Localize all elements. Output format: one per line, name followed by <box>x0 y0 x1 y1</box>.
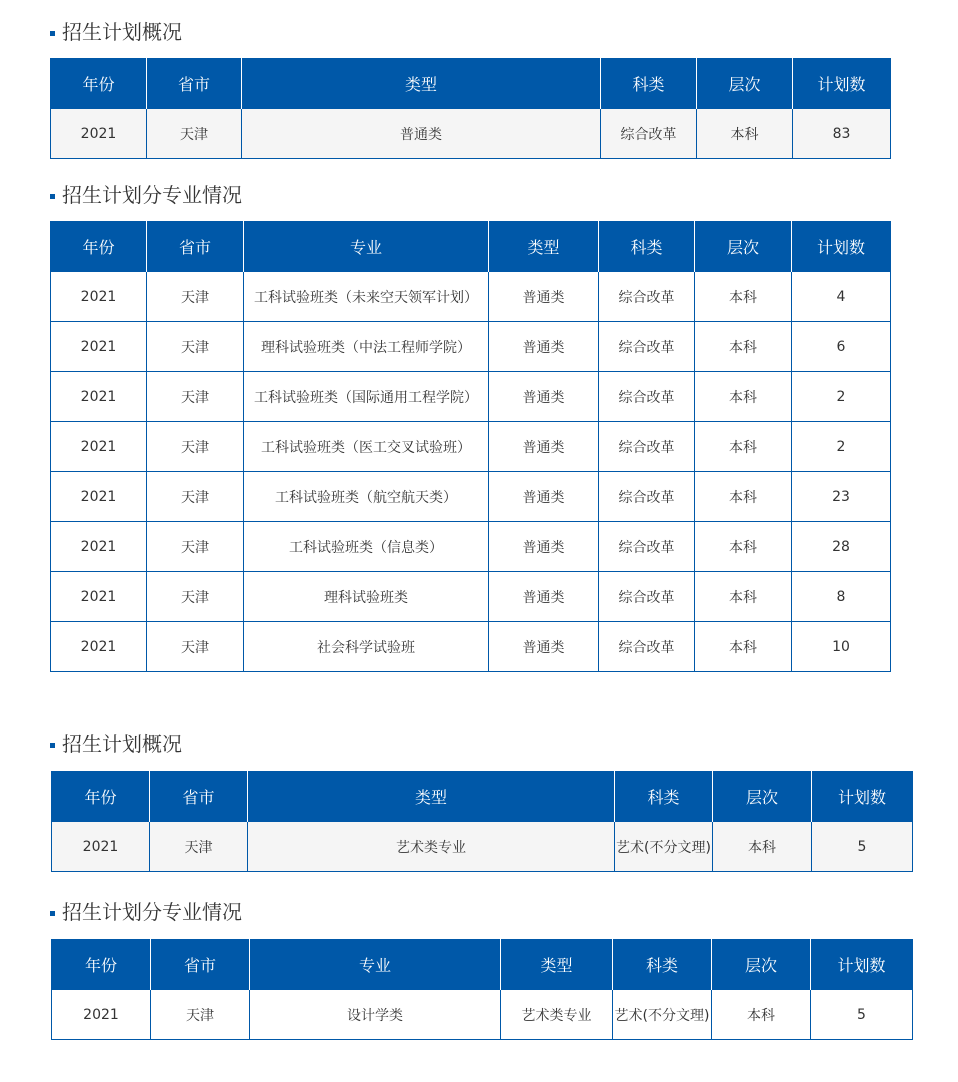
cell-plan-count: 8 <box>792 572 891 622</box>
cell-type: 艺术类专业 <box>248 822 615 872</box>
header-year: 年份 <box>52 940 151 990</box>
majors-table-2 <box>51 939 913 1040</box>
table-row <box>51 322 891 372</box>
cell-province: 天津 <box>150 822 248 872</box>
header-plan-count: 计划数 <box>812 772 913 822</box>
cell-year: 2021 <box>51 109 147 159</box>
cell-plan-count: 5 <box>811 990 913 1040</box>
cell-year: 2021 <box>52 990 151 1040</box>
header-province: 省市 <box>150 772 248 822</box>
cell-level: 本科 <box>695 572 792 622</box>
cell-type: 普通类 <box>489 422 599 472</box>
cell-category: 综合改革 <box>599 272 695 322</box>
header-type: 类型 <box>501 940 613 990</box>
cell-year: 2021 <box>51 472 147 522</box>
cell-province: 天津 <box>147 272 244 322</box>
cell-category: 综合改革 <box>601 109 697 159</box>
table-row <box>51 372 891 422</box>
cell-category: 综合改革 <box>599 422 695 472</box>
majors-table-1 <box>50 221 891 672</box>
cell-year: 2021 <box>51 372 147 422</box>
section-title-majors-2 <box>50 898 242 926</box>
cell-level: 本科 <box>695 322 792 372</box>
bullet-square-icon <box>50 194 55 199</box>
bullet-square-icon <box>50 31 55 36</box>
table-row <box>51 522 891 572</box>
cell-type: 艺术类专业 <box>501 990 613 1040</box>
cell-type: 普通类 <box>242 109 601 159</box>
cell-province: 天津 <box>147 472 244 522</box>
cell-level: 本科 <box>697 109 793 159</box>
overview-table-1 <box>50 58 891 159</box>
header-level: 层次 <box>695 222 792 272</box>
cell-category: 艺术(不分文理) <box>613 990 712 1040</box>
cell-province: 天津 <box>147 522 244 572</box>
cell-type: 普通类 <box>489 572 599 622</box>
header-plan-count: 计划数 <box>792 222 891 272</box>
cell-major: 理科试验班类（中法工程师学院） <box>244 322 489 372</box>
cell-province: 天津 <box>147 372 244 422</box>
cell-year: 2021 <box>51 322 147 372</box>
cell-year: 2021 <box>52 822 150 872</box>
table-row <box>51 472 891 522</box>
header-level: 层次 <box>712 940 811 990</box>
cell-type: 普通类 <box>489 272 599 322</box>
table-row <box>51 422 891 472</box>
section-title-text: 招生计划分专业情况 <box>62 900 242 924</box>
cell-level: 本科 <box>695 622 792 672</box>
cell-category: 艺术(不分文理) <box>615 822 713 872</box>
cell-major: 工科试验班类（医工交叉试验班） <box>244 422 489 472</box>
cell-type: 普通类 <box>489 622 599 672</box>
cell-plan-count: 28 <box>792 522 891 572</box>
cell-type: 普通类 <box>489 372 599 422</box>
cell-province: 天津 <box>147 622 244 672</box>
cell-major: 理科试验班类 <box>244 572 489 622</box>
table-header-row <box>51 59 891 109</box>
cell-category: 综合改革 <box>599 472 695 522</box>
table-row <box>51 622 891 672</box>
cell-plan-count: 83 <box>793 109 891 159</box>
cell-level: 本科 <box>712 990 811 1040</box>
cell-plan-count: 5 <box>812 822 913 872</box>
cell-level: 本科 <box>695 272 792 322</box>
section-title-text: 招生计划概况 <box>62 20 182 44</box>
cell-level: 本科 <box>695 422 792 472</box>
overview-table-2 <box>51 771 913 872</box>
section-title-overview-1 <box>50 18 182 46</box>
header-plan-count: 计划数 <box>811 940 913 990</box>
cell-major: 工科试验班类（未来空天领军计划） <box>244 272 489 322</box>
cell-plan-count: 10 <box>792 622 891 672</box>
cell-level: 本科 <box>695 522 792 572</box>
section-title-majors-1 <box>50 181 242 209</box>
header-province: 省市 <box>151 940 250 990</box>
cell-province: 天津 <box>147 322 244 372</box>
cell-year: 2021 <box>51 572 147 622</box>
cell-year: 2021 <box>51 622 147 672</box>
cell-plan-count: 2 <box>792 422 891 472</box>
cell-category: 综合改革 <box>599 622 695 672</box>
table-header-row <box>52 940 913 990</box>
cell-category: 综合改革 <box>599 572 695 622</box>
cell-province: 天津 <box>147 572 244 622</box>
cell-year: 2021 <box>51 422 147 472</box>
cell-level: 本科 <box>695 472 792 522</box>
header-category: 科类 <box>613 940 712 990</box>
cell-year: 2021 <box>51 272 147 322</box>
header-level: 层次 <box>697 59 793 109</box>
section-title-overview-2 <box>50 730 182 758</box>
header-category: 科类 <box>615 772 713 822</box>
cell-category: 综合改革 <box>599 372 695 422</box>
header-province: 省市 <box>147 222 244 272</box>
header-level: 层次 <box>713 772 812 822</box>
cell-type: 普通类 <box>489 322 599 372</box>
cell-level: 本科 <box>695 372 792 422</box>
cell-major: 工科试验班类（航空航天类） <box>244 472 489 522</box>
cell-plan-count: 23 <box>792 472 891 522</box>
cell-province: 天津 <box>147 109 242 159</box>
header-major: 专业 <box>250 940 501 990</box>
section-title-text: 招生计划概况 <box>62 732 182 756</box>
table-row <box>51 572 891 622</box>
header-year: 年份 <box>52 772 150 822</box>
cell-province: 天津 <box>151 990 250 1040</box>
cell-category: 综合改革 <box>599 322 695 372</box>
header-type: 类型 <box>248 772 615 822</box>
cell-level: 本科 <box>713 822 812 872</box>
cell-plan-count: 4 <box>792 272 891 322</box>
header-category: 科类 <box>599 222 695 272</box>
header-plan-count: 计划数 <box>793 59 891 109</box>
table-header-row <box>52 772 913 822</box>
bullet-square-icon <box>50 911 55 916</box>
cell-year: 2021 <box>51 522 147 572</box>
cell-major: 社会科学试验班 <box>244 622 489 672</box>
header-type: 类型 <box>489 222 599 272</box>
table-header-row <box>51 222 891 272</box>
header-major: 专业 <box>244 222 489 272</box>
header-type: 类型 <box>242 59 601 109</box>
cell-plan-count: 2 <box>792 372 891 422</box>
cell-province: 天津 <box>147 422 244 472</box>
cell-type: 普通类 <box>489 522 599 572</box>
table-row <box>52 990 913 1040</box>
cell-major: 工科试验班类（国际通用工程学院） <box>244 372 489 422</box>
header-year: 年份 <box>51 59 147 109</box>
cell-major: 设计学类 <box>250 990 501 1040</box>
header-year: 年份 <box>51 222 147 272</box>
cell-plan-count: 6 <box>792 322 891 372</box>
cell-major: 工科试验班类（信息类） <box>244 522 489 572</box>
cell-type: 普通类 <box>489 472 599 522</box>
table-row <box>51 272 891 322</box>
cell-category: 综合改革 <box>599 522 695 572</box>
table-row <box>52 822 913 872</box>
bullet-square-icon <box>50 743 55 748</box>
table-row <box>51 109 891 159</box>
header-province: 省市 <box>147 59 242 109</box>
section-title-text: 招生计划分专业情况 <box>62 183 242 207</box>
header-category: 科类 <box>601 59 697 109</box>
